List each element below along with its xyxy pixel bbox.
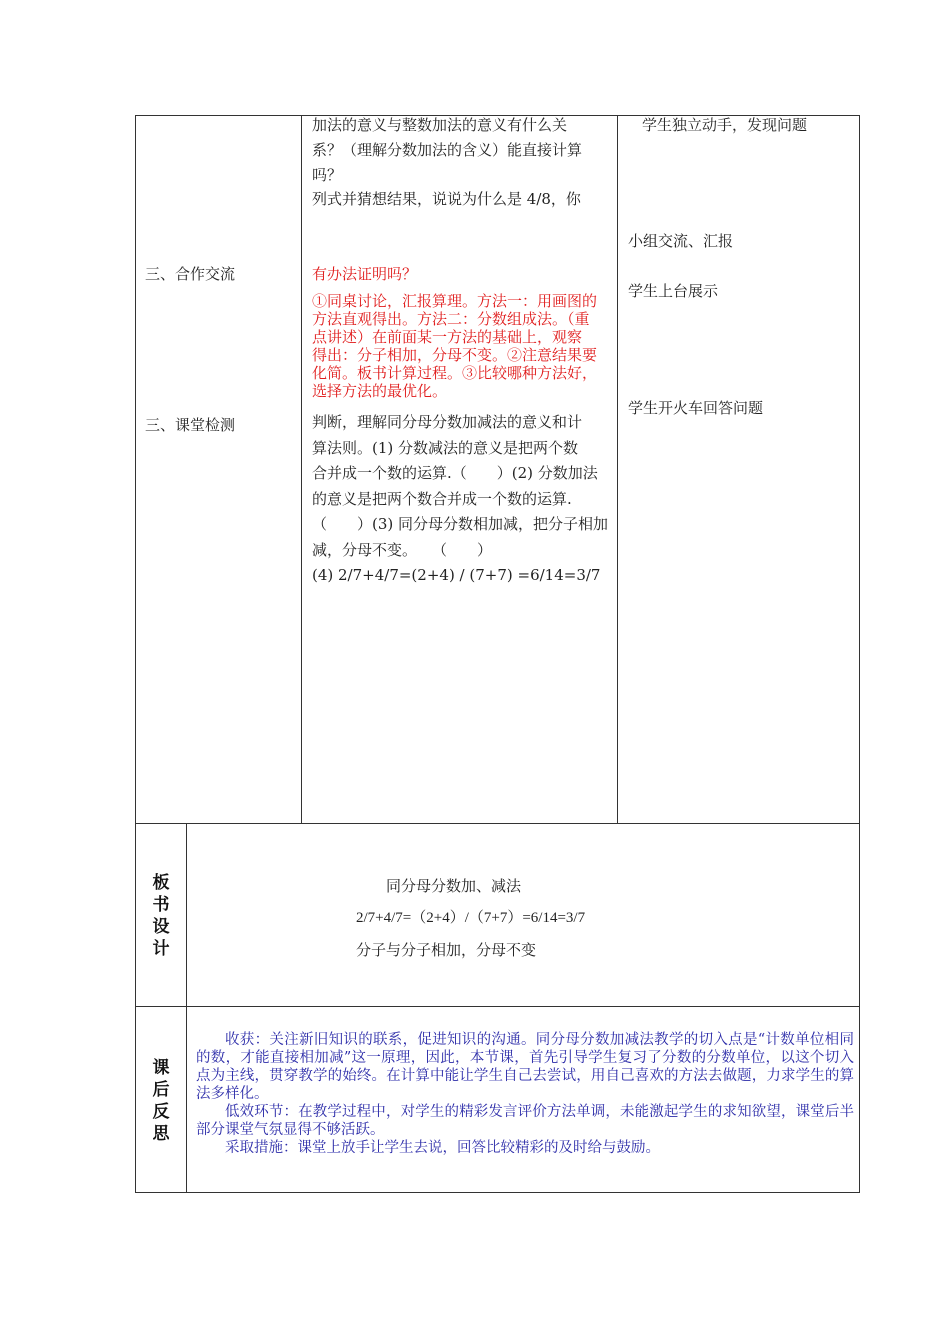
red-line: 方法直观得出。方法二：分数组成法。（重 — [312, 310, 590, 328]
column-divider-middle — [301, 115, 302, 823]
intro-line-2: 系？（理解分数加法的含义）能直接计算 — [312, 141, 583, 159]
red-line: ①同桌讨论，汇报算理。方法一：用画图的 — [312, 292, 598, 310]
student-activity-3: 学生上台展示 — [628, 282, 719, 300]
judge-line: （ ）(3) 同分母分数相加减，把分子相加 — [312, 515, 609, 533]
reflection-gains: 收获：关注新旧知识的联系，促进知识的沟通。同分母分数加减法教学的切入点是“计数单位相同的数，才能直接相加减”这一原理，因此，本节课，首先引导学生复习了分数的分数单位，以这个切入点为主线，贯穿教学的始终。在计算中能让学生自己去尝试，用自己喜欢的方法去做题，力求学生的算法多样化。 — [196, 1032, 854, 1102]
judgment-exercise — [312, 410, 614, 589]
red-line: 点讲述）在前面某一方法的基础上，观察 — [312, 328, 583, 346]
student-activity-1: 学生独立动手，发现问题 — [642, 116, 808, 134]
judge-line: 判断，理解同分母分数加减法的意义和计 — [312, 413, 583, 431]
table-right-border — [859, 115, 860, 1193]
row-divider-board — [135, 823, 860, 824]
intro-line-3: 吗？ — [312, 166, 343, 184]
board-formula: 2/7+4/7=（2+4）/（7+7）=6/14=3/7 — [356, 910, 586, 926]
section-label-cooperate: 三、合作交流 — [145, 265, 236, 283]
reflection-weak-points: 低效环节：在教学过程中，对学生的精彩发言评价方法单调，未能激起学生的求知欲望，课堂后半部分课堂气氛显得不够活跃。 — [196, 1104, 854, 1138]
column-divider-heading — [186, 823, 187, 1193]
board-title: 同分母分数加、减法 — [386, 877, 522, 895]
student-activity-2: 小组交流、汇报 — [628, 232, 734, 250]
judge-line: 合并成一个数的运算.（ ）(2) 分数加法 — [312, 464, 598, 482]
table-left-border — [135, 115, 136, 1193]
intro-line-4: 列式并猜想结果，说说为什么是 4/8，你 — [312, 190, 581, 208]
row-divider-reflection — [135, 1006, 860, 1007]
board-rule: 分子与分子相加，分母不变 — [356, 941, 537, 959]
table-bottom-border — [135, 1192, 860, 1193]
reflection-heading: 课 后 反 思 — [152, 1058, 170, 1144]
judge-line: 的意义是把两个数合并成一个数的运算. — [312, 489, 572, 508]
column-divider-right — [617, 115, 618, 823]
judge-line: 算法则。(1) 分数减法的意义是把两个数 — [312, 438, 579, 457]
intro-line-1: 加法的意义与整数加法的意义有什么关 — [312, 116, 568, 134]
reflection-text — [196, 1031, 854, 1157]
red-line: 选择方法的最优化。 — [312, 382, 448, 400]
board-design-heading: 板 书 设 计 — [152, 873, 170, 959]
red-line: 得出：分子相加，分母不变。②注意结果要 — [312, 346, 598, 364]
red-question: 有办法证明吗？ — [312, 265, 418, 283]
red-line: 化简。板书计算过程。③比较哪种方法好， — [312, 364, 598, 382]
reflection-measures: 采取措施：课堂上放手让学生去说，回答比较精彩的及时给与鼓励。 — [225, 1140, 660, 1156]
judge-line: 减，分母不变。 （ ） — [312, 540, 493, 559]
judge-line: (4) 2/7+4/7=(2+4) / (7+7) =6/14=3/7 — [312, 566, 601, 584]
red-method-block — [312, 292, 612, 400]
student-activity-4: 学生开火车回答问题 — [628, 399, 764, 417]
section-label-check: 三、课堂检测 — [145, 416, 236, 434]
